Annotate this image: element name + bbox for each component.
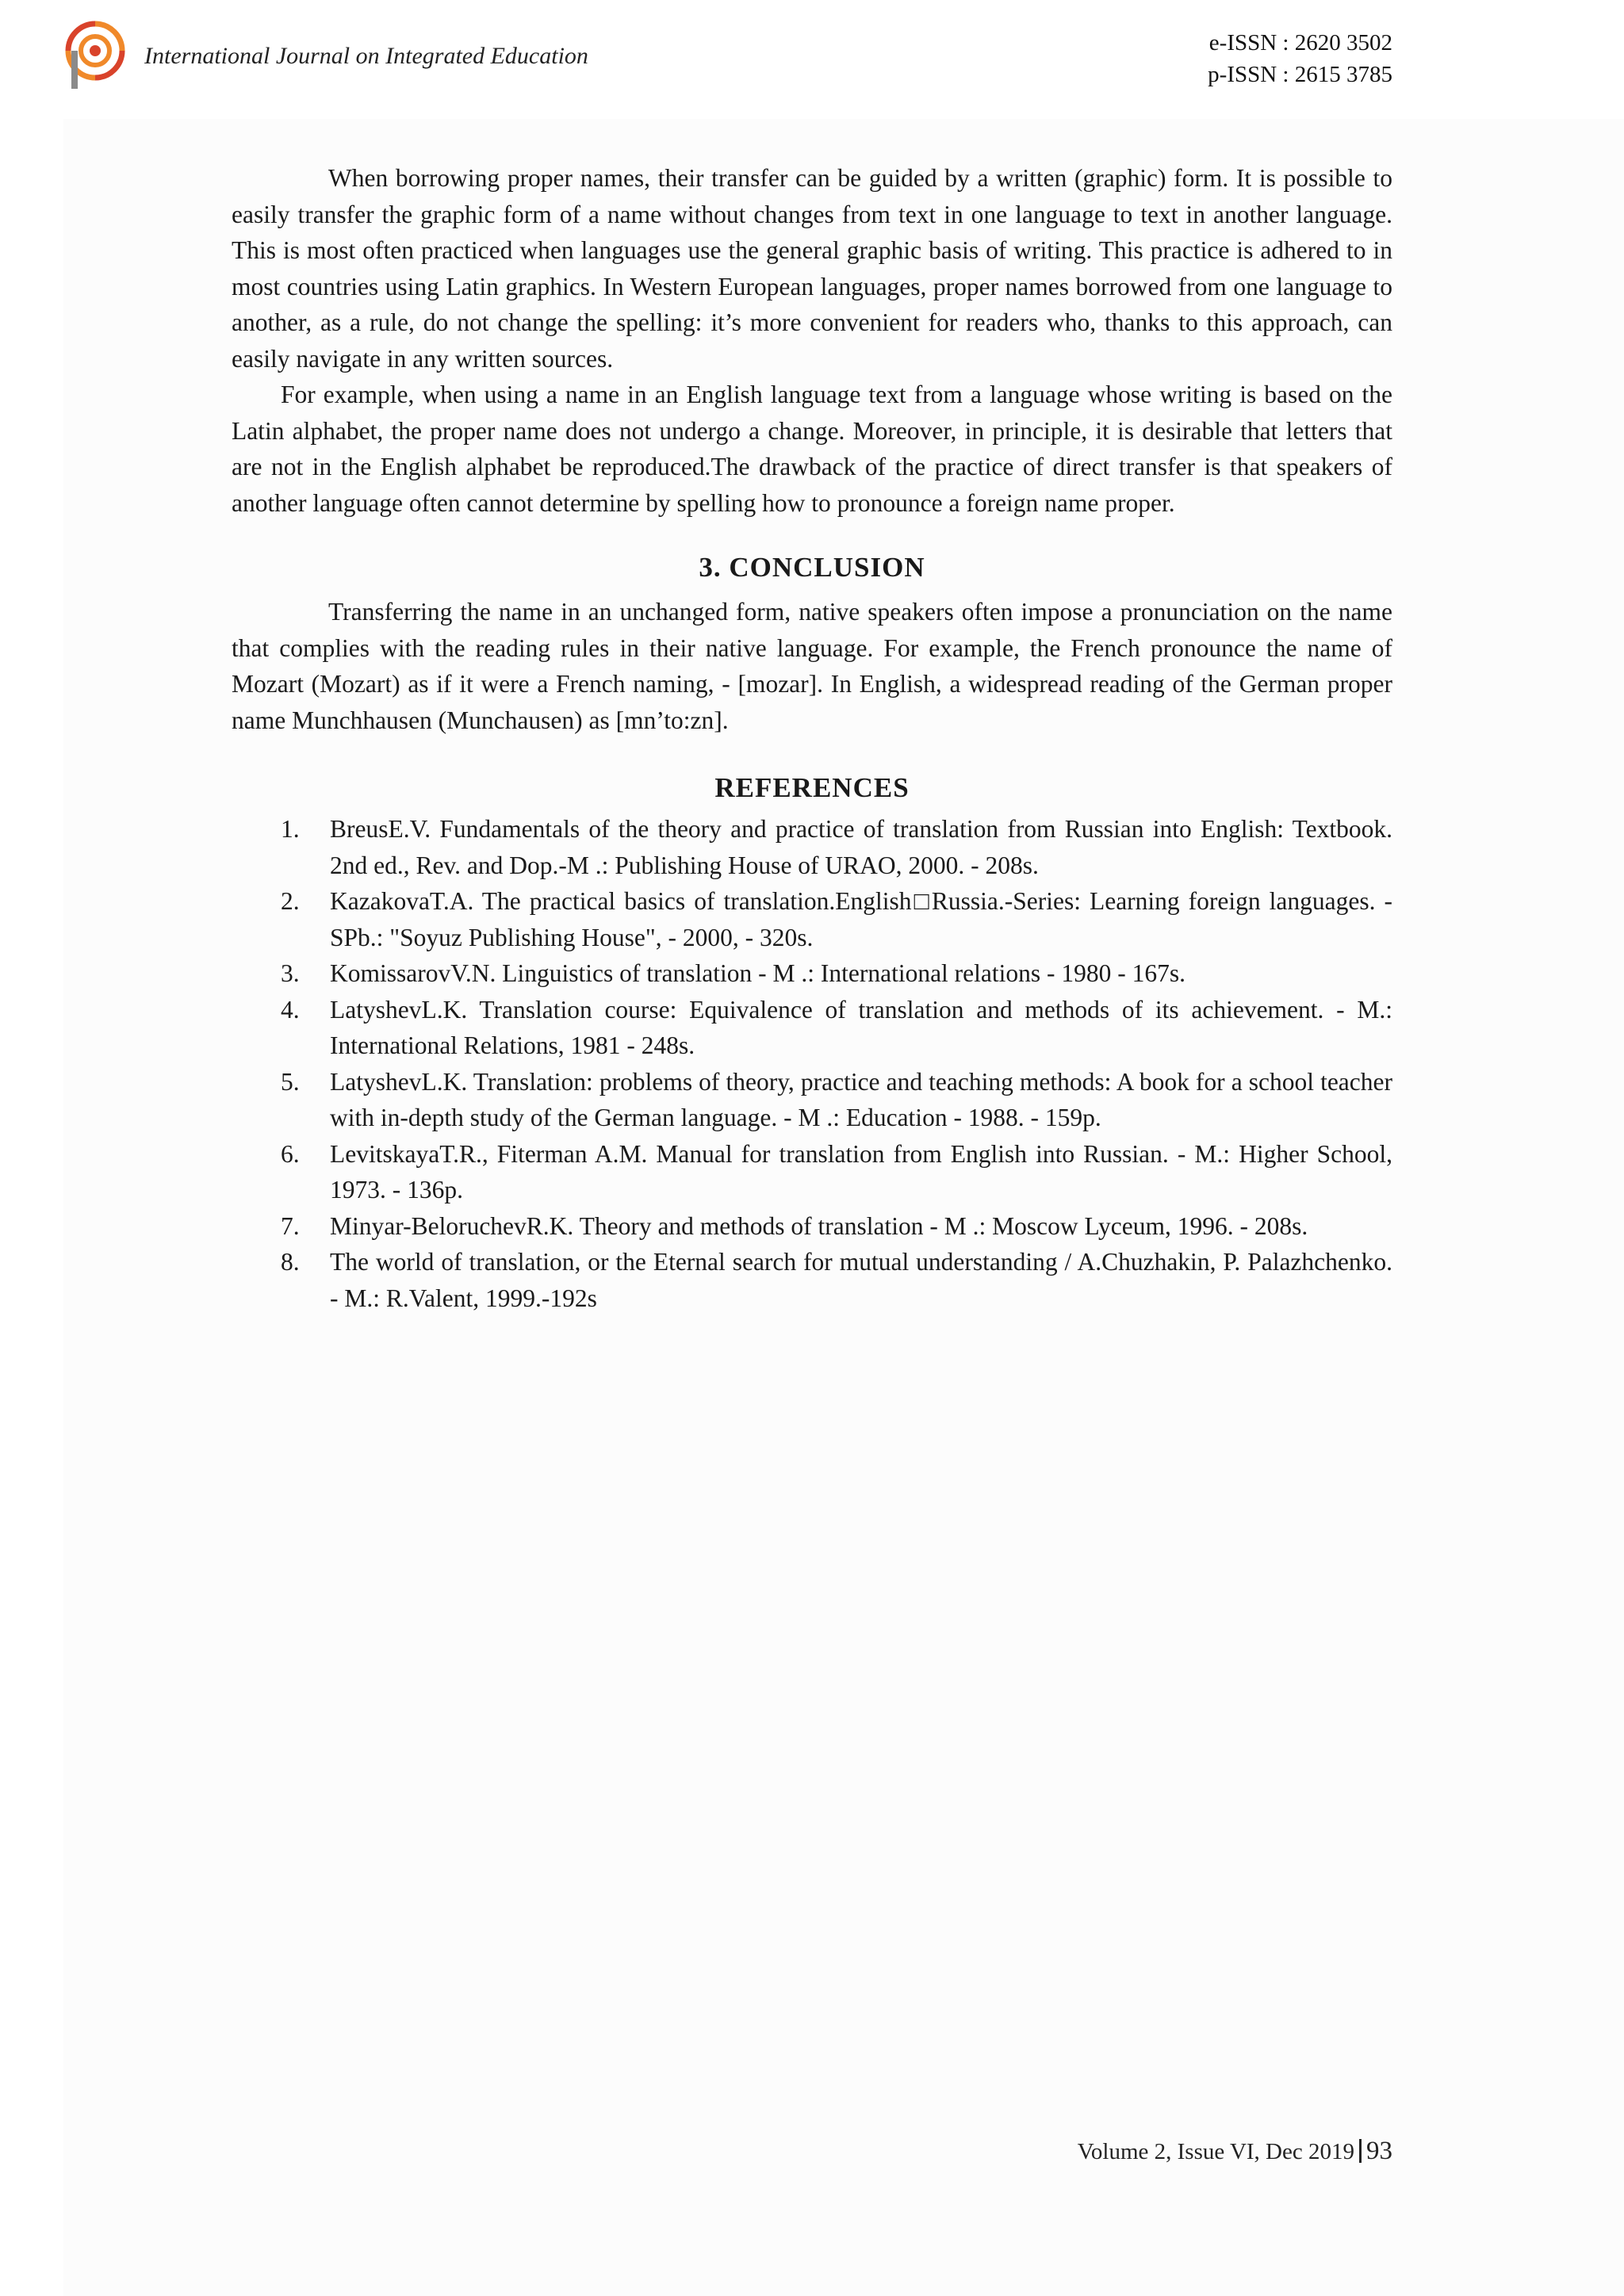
reference-number: 5. xyxy=(281,1067,300,1096)
journal-logo-icon xyxy=(65,21,125,90)
reference-text: LevitskayaT.R., Fiterman A.M. Manual for translation from English into Russian. - M.: Higher School, 1973. - 136p. xyxy=(330,1139,1392,1203)
issn-block xyxy=(1208,27,1392,90)
references-heading: REFERENCES xyxy=(714,772,910,803)
reference-number: 4. xyxy=(281,995,300,1024)
reference-text: BreusE.V. Fundamentals of the theory and practice of translation from Russian into English: Textbook. 2nd ed., Rev. and Dop.-M .: Publishing House of URAO, 2000. - 208s. xyxy=(330,815,1392,879)
reference-number: 8. xyxy=(281,1248,300,1276)
article-content xyxy=(232,160,1392,1316)
journal-title: International Journal on Integrated Education xyxy=(144,43,588,69)
reference-item xyxy=(232,1136,1392,1208)
reference-number: 7. xyxy=(281,1211,300,1240)
reference-number: 2. xyxy=(281,887,300,915)
pissn: p-ISSN : 2615 3785 xyxy=(1208,62,1392,87)
reference-text: LatyshevL.K. Translation course: Equivalence of translation and methods of its achievement. - M.: International Relations, 1981 - 248s. xyxy=(330,995,1392,1059)
footer-divider xyxy=(1359,2139,1362,2163)
reference-item xyxy=(232,992,1392,1064)
reference-number: 3. xyxy=(281,959,300,987)
reference-list xyxy=(232,811,1392,1316)
body-paragraph-1: When borrowing proper names, their transfer can be guided by a written (graphic) form. It is possible to easily transfer the graphic form of a name without changes from text in one language to text in another language. This is most often practiced when languages use the general graphic basis of writing. This practice is adhered to in most countries using Latin graphics. In Western European languages, proper names borrowed from one language to another, as a rule, do not change the spelling: it’s more convenient for readers who, thanks to this approach, can easily navigate in any written sources. xyxy=(232,164,1392,373)
reference-item xyxy=(232,1208,1392,1245)
eissn: e-ISSN : 2620 3502 xyxy=(1208,30,1392,55)
conclusion-paragraph: Transferring the name in an unchanged form, native speakers often impose a pronunciation on the name that complies with the reading rules in their native language. For example, the French pronounce the name of Mozart (Mozart) as if it were a French naming, - [mozar]. In English, a widespread reading of the German proper name Munchhausen (Munchausen) as [mn’to:zn]. xyxy=(232,598,1392,734)
reference-text: Minyar-BeloruchevR.K. Theory and methods of translation - M .: Moscow Lyceum, 1996. - 208s. xyxy=(330,1211,1308,1240)
reference-text: LatyshevL.K. Translation: problems of theory, practice and teaching methods: A book for a school teacher with in-depth study of the German language. - M .: Education - 1988. - 159p. xyxy=(330,1067,1392,1131)
reference-text: KomissarovV.N. Linguistics of translation - M .: International relations - 1980 - 167s. xyxy=(330,959,1186,987)
page-footer xyxy=(1078,2137,1392,2166)
volume-info: Volume 2, Issue VI, Dec 2019 xyxy=(1077,2139,1354,2164)
reference-item xyxy=(232,955,1392,992)
conclusion-heading: 3. CONCLUSION xyxy=(699,552,925,583)
body-paragraph-2: For example, when using a name in an English language text from a language whose writing is based on the Latin alphabet, the proper name does not undergo a change. Moreover, in principle, it is desirable that letters that are not in the English alphabet be reproduced.The drawback of the practice of direct transfer is that speakers of another language often cannot determine by spelling how to pronounce a foreign name proper. xyxy=(232,381,1392,517)
reference-item xyxy=(232,1244,1392,1316)
reference-item xyxy=(232,883,1392,955)
reference-text: KazakovaT.A. The practical basics of translation.English□Russia.-Series: Learning foreign languages. - SPb.: "Soyuz Publishing House", - 2000, - 320s. xyxy=(330,887,1392,951)
reference-item xyxy=(232,811,1392,883)
reference-number: 1. xyxy=(281,815,300,843)
page-number: 93 xyxy=(1366,2137,1392,2165)
reference-item xyxy=(232,1064,1392,1136)
reference-text: The world of translation, or the Eternal search for mutual understanding / A.Chuzhakin, P. Palazhchenko. - M.: R.Valent, 1999.-192s xyxy=(330,1248,1392,1312)
reference-number: 6. xyxy=(281,1139,300,1168)
page-header xyxy=(0,0,1624,111)
